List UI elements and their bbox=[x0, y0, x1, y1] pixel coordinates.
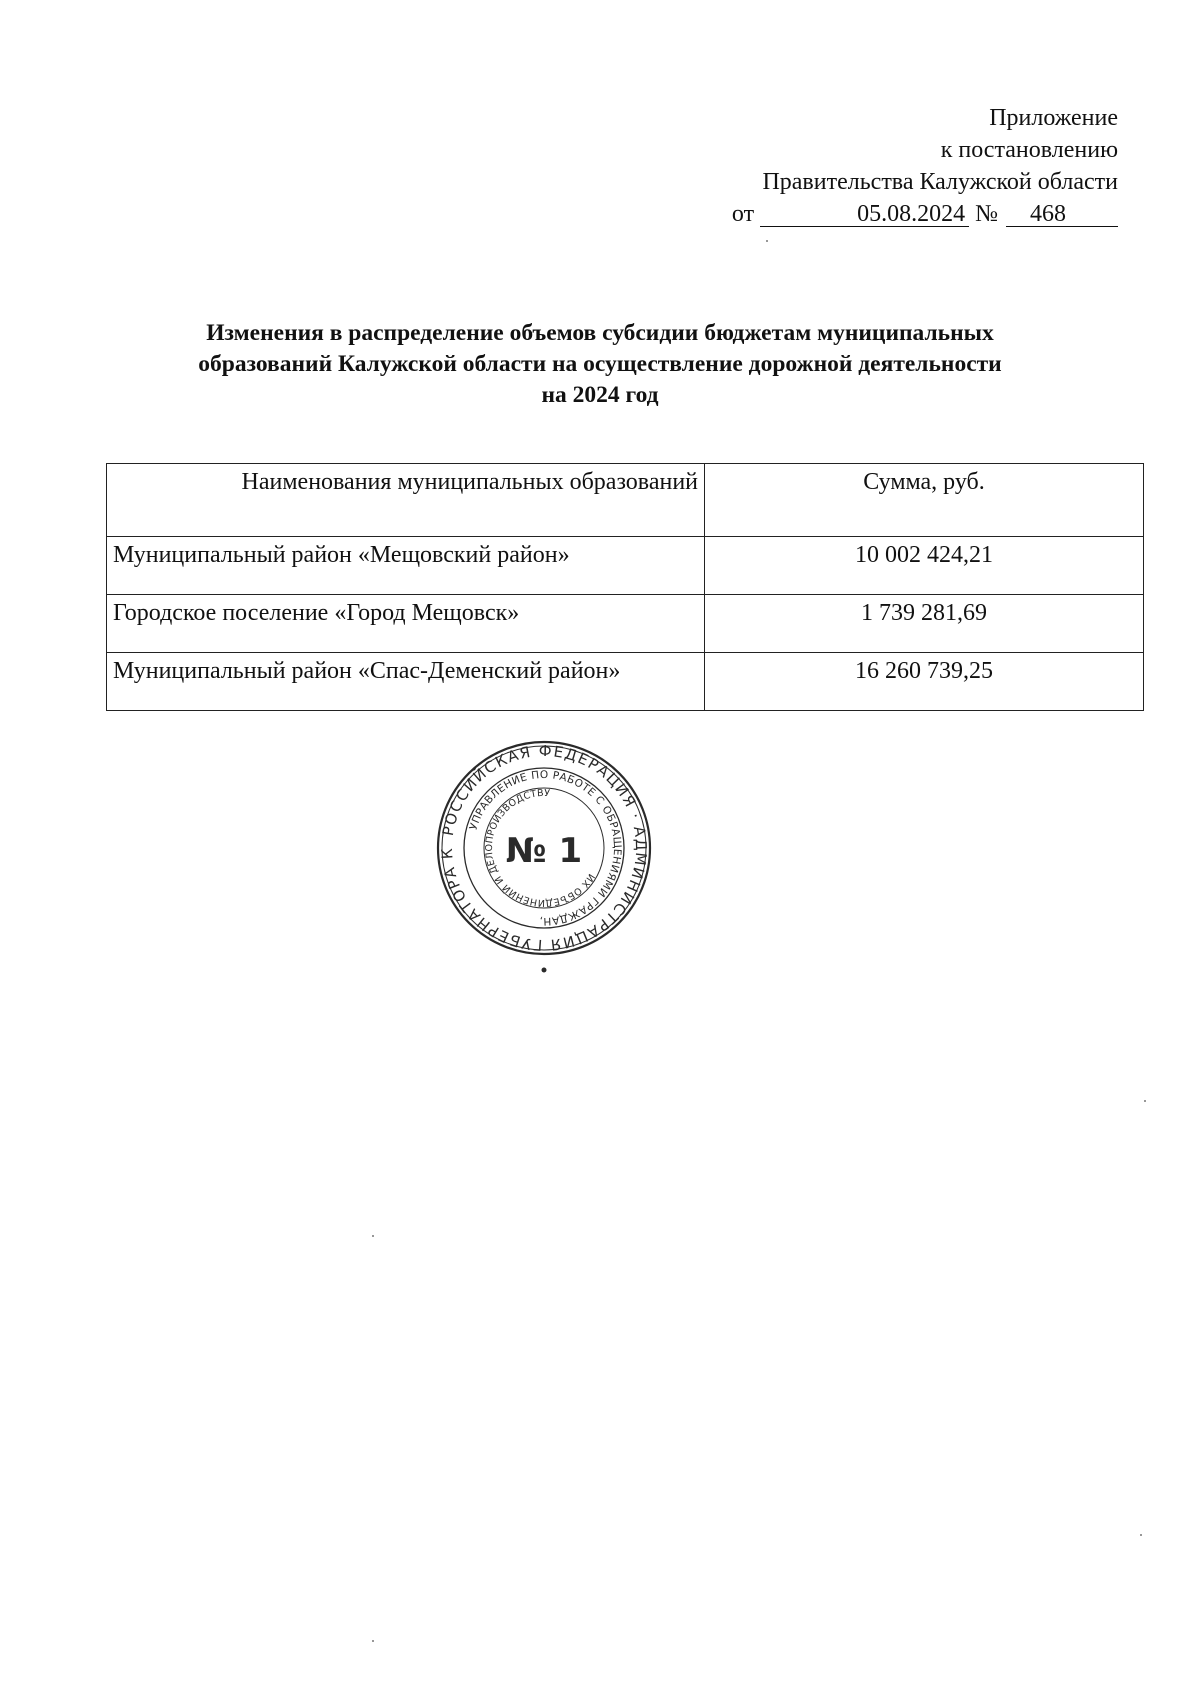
municipality-name: Муниципальный район «Мещовский район» bbox=[107, 537, 705, 595]
seal-center-number: № 1 bbox=[505, 831, 583, 871]
appendix-label: Приложение bbox=[989, 105, 1118, 131]
resolution-date: 05.08.2024 bbox=[760, 202, 969, 227]
subsidy-amount: 16 260 739,25 bbox=[705, 653, 1144, 711]
scan-speck bbox=[1140, 1534, 1142, 1536]
resolution-number: 468 bbox=[1006, 202, 1118, 227]
subsidy-amount: 1 739 281,69 bbox=[705, 595, 1144, 653]
appendix-header bbox=[732, 102, 1118, 230]
table-row bbox=[107, 653, 1144, 711]
scan-speck bbox=[1144, 1100, 1146, 1102]
title-line-3: на 2024 год bbox=[541, 382, 659, 408]
title-line-1: Изменения в распределение объемов субсидии бюджетам муниципальных bbox=[206, 320, 994, 346]
seal-stamp-graphic bbox=[434, 738, 654, 978]
seal-middle-text: УПРАВЛЕНИЕ ПО РАБОТЕ С ОБРАЩЕНИЯМИ ГРАЖДАН, bbox=[467, 768, 624, 928]
column-header-name: Наименования муниципальных образований bbox=[107, 464, 705, 537]
table-row bbox=[107, 537, 1144, 595]
date-number-line bbox=[732, 198, 1118, 230]
municipality-name: Городское поселение «Город Мещовск» bbox=[107, 595, 705, 653]
table-header-row bbox=[107, 464, 1144, 537]
subsidy-table bbox=[106, 463, 1144, 711]
scan-speck bbox=[372, 1235, 374, 1237]
scan-speck bbox=[372, 1640, 374, 1642]
seal-inner-text: ИХ ОБЪЕДИНЕНИЙ И ДЕЛОПРОИЗВОДСТВУ bbox=[483, 787, 597, 909]
scan-speck bbox=[766, 240, 768, 242]
municipality-name: Муниципальный район «Спас-Деменский район» bbox=[107, 653, 705, 711]
document-title bbox=[100, 318, 1100, 411]
number-sign: № bbox=[975, 201, 998, 227]
seal-outer-text: РОССИЙСКАЯ ФЕДЕРАЦИЯ · АДМИНИСТРАЦИЯ ГУБЕРНАТОРА К bbox=[437, 741, 651, 955]
official-seal bbox=[434, 738, 654, 978]
title-line-2: образований Калужской области на осуществление дорожной деятельности bbox=[198, 351, 1002, 377]
seal-dot bbox=[542, 968, 547, 973]
resolution-label: к постановлению bbox=[940, 137, 1118, 163]
government-label: Правительства Калужской области bbox=[762, 169, 1118, 195]
table-row bbox=[107, 595, 1144, 653]
column-header-sum: Сумма, руб. bbox=[705, 464, 1144, 537]
date-prefix: от bbox=[731, 201, 755, 227]
subsidy-amount: 10 002 424,21 bbox=[705, 537, 1144, 595]
